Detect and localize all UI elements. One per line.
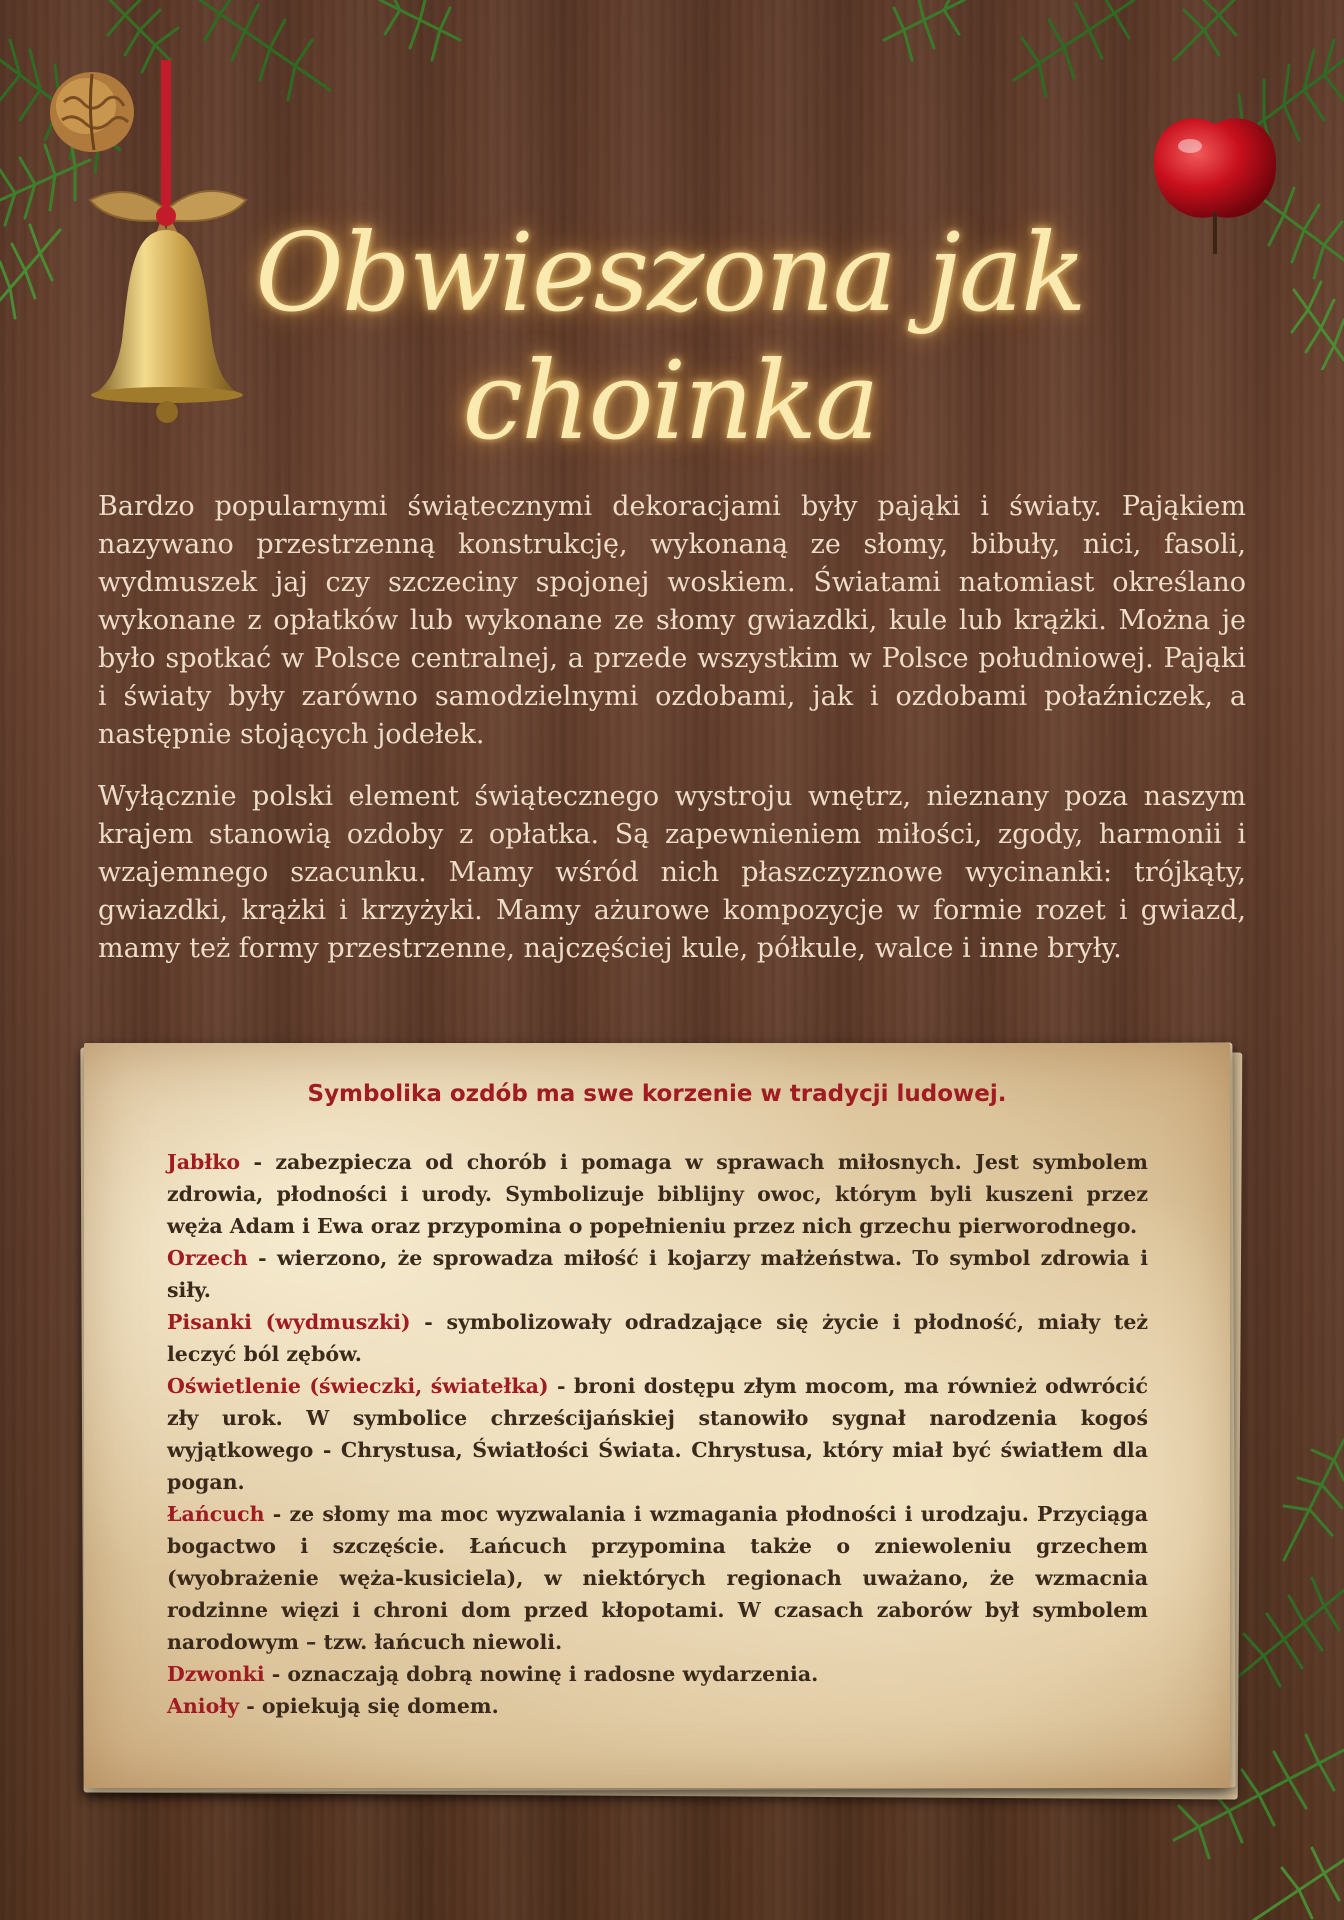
symbol-item bbox=[167, 1498, 1148, 1658]
symbol-description: - opiekują się domem. bbox=[239, 1694, 499, 1718]
symbol-item bbox=[167, 1306, 1148, 1370]
symbol-term: Anioły bbox=[167, 1694, 240, 1718]
symbol-description: - broni dostępu złym mocom, ma również odwrócić zły urok. W symbolice chrześcijańskiej stanowiło sygnał narodzenia kogoś wyjątkowego - Chrystusa, Światłości Świata. Chrystusa, który miał być światłem dla pogan. bbox=[167, 1374, 1148, 1494]
paper-sheet bbox=[84, 1043, 1230, 1788]
symbol-description: - wierzono, że sprowadza miłość i kojarzy małżeństwa. To symbol zdrowia i siły. bbox=[167, 1246, 1148, 1302]
symbol-item bbox=[167, 1658, 1148, 1690]
apple-icon bbox=[1148, 104, 1282, 254]
title-line-2: choinka bbox=[462, 339, 878, 465]
symbol-item bbox=[167, 1146, 1148, 1242]
symbolism-list bbox=[167, 1146, 1148, 1722]
symbol-term: Pisanki (wydmuszki) bbox=[167, 1310, 411, 1334]
symbol-item bbox=[167, 1690, 1148, 1722]
symbol-description: - zabezpiecza od chorób i pomaga w sprawach miłosnych. Jest symbolem zdrowia, płodności i urody. Symbolizuje biblijny owoc, którym byli kuszeni przez węża Adam i Ewa oraz przypomina o popełnieniu przez nich grzechu pierworodnego. bbox=[167, 1150, 1148, 1238]
page-title bbox=[230, 210, 1110, 466]
symbol-description: - symbolizowały odradzające się życie i płodność, miały też leczyć ból zębów. bbox=[167, 1310, 1149, 1366]
symbol-description: - ze słomy ma moc wyzwalania i wzmagania płodności i urodzaju. Przyciąga bogactwo i szczęście. Łańcuch przypomina także o zniewoleniu grzechem (wyobrażenie węża-kusiciela), w niektórych regionach uważano, że wzmacnia rodzinne więzi i chroni dom przed kłopotami. W czasach zaborów był symbolem narodowym – tzw. łańcuch niewoli. bbox=[167, 1502, 1148, 1654]
symbol-item bbox=[167, 1370, 1148, 1498]
symbol-term: Dzwonki bbox=[167, 1662, 265, 1686]
symbol-term: Jabłko bbox=[167, 1150, 241, 1174]
symbol-term: Łańcuch bbox=[167, 1502, 265, 1526]
symbol-term: Oświetlenie (świeczki, światełka) bbox=[167, 1374, 549, 1398]
symbolism-heading: Symbolika ozdób ma swe korzenie w tradycji ludowej. bbox=[307, 1081, 1007, 1107]
symbol-item bbox=[167, 1242, 1148, 1306]
symbolism-card bbox=[84, 1043, 1230, 1788]
intro-text bbox=[98, 488, 1246, 992]
intro-paragraph: Bardzo popularnymi świątecznymi dekoracjami były pająki i światy. Pająkiem nazywano przestrzenną konstrukcję, wykonaną ze słomy, bibuły, nici, fasoli, wydmuszek jaj czy szczeciny spojonej woskiem. Światami natomiast określano wykonane z opłatków lub wykonane ze słomy gwiazdki, kule lub krążki. Można je było spotkać w Polsce centralnej, a przede wszystkim w Polsce południowej. Pająki i światy były zarówno samodzielnymi ozdobami, jak i ozdobami połaźniczek, a następnie stojących jodełek. bbox=[98, 491, 1246, 750]
title-line-1: Obwieszona jak bbox=[255, 211, 1085, 337]
intro-paragraph: Wyłącznie polski element świątecznego wystroju wnętrz, nieznany poza naszym krajem stanowią ozdoby z opłatka. Są zapewnieniem miłości, zgody, harmonii i wzajemnego szacunku. Mamy wśród nich płaszczyznowe wycinanki: trójkąty, gwiazdki, krążki i krzyżyki. Mamy ażurowe kompozycje w formie rozet i gwiazd, mamy też formy przestrzenne, najczęściej kule, półkule, walce i inne bryły. bbox=[98, 781, 1246, 964]
symbol-term: Orzech bbox=[167, 1246, 248, 1270]
symbol-description: - oznaczają dobrą nowinę i radosne wydarzenia. bbox=[264, 1662, 819, 1686]
